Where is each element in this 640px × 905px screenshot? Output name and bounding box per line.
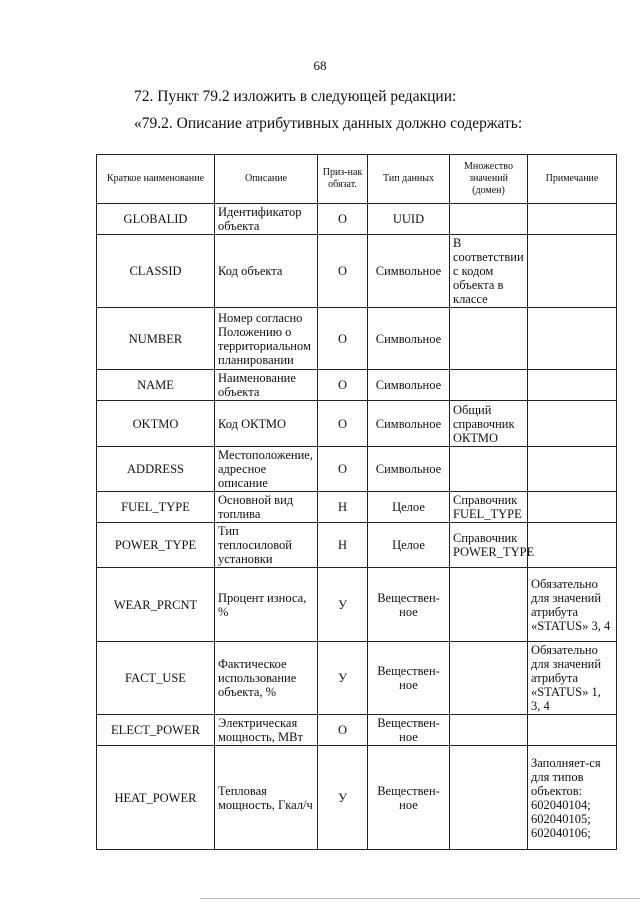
cell-note xyxy=(528,492,617,523)
cell-required: О xyxy=(318,235,368,308)
cell-description: Основной вид топлива xyxy=(215,492,318,523)
cell-name: WEAR_PRCNT xyxy=(97,568,215,642)
cell-note xyxy=(528,370,617,401)
cell-description: Номер согласно Положению о территориальном планировании xyxy=(215,308,318,370)
cell-domain xyxy=(450,568,528,642)
attributes-table xyxy=(96,154,617,850)
cell-required: У xyxy=(318,568,368,642)
cell-name: NAME xyxy=(97,370,215,401)
cell-domain xyxy=(450,746,528,850)
cell-required: О xyxy=(318,401,368,447)
cell-note xyxy=(528,715,617,746)
table-row xyxy=(97,568,617,642)
cell-name: FUEL_TYPE xyxy=(97,492,215,523)
cell-type: Целое xyxy=(368,523,450,568)
header-description: Описание xyxy=(215,155,318,204)
cell-type: Веществен-ное xyxy=(368,568,450,642)
table-row xyxy=(97,401,617,447)
cell-required: О xyxy=(318,308,368,370)
cell-type: UUID xyxy=(368,204,450,235)
cell-required: О xyxy=(318,204,368,235)
cell-type: Целое xyxy=(368,492,450,523)
cell-required: У xyxy=(318,642,368,715)
cell-domain: В соответствии с кодом объекта в классе xyxy=(450,235,528,308)
cell-description: Код объекта xyxy=(215,235,318,308)
cell-domain xyxy=(450,370,528,401)
cell-required: О xyxy=(318,715,368,746)
cell-type: Символьное xyxy=(368,401,450,447)
cell-description: Электрическая мощность, МВт xyxy=(215,715,318,746)
section-heading: «79.2. Описание атрибутивных данных должно содержать: xyxy=(134,115,523,132)
amendment-heading: 72. Пункт 79.2 изложить в следующей редакции: xyxy=(134,88,457,105)
cell-domain xyxy=(450,308,528,370)
cell-note xyxy=(528,308,617,370)
table-header-row xyxy=(97,155,617,204)
header-data-type: Тип данных xyxy=(368,155,450,204)
cell-note: Обязательно для значений атрибута «STATUS» 3, 4 xyxy=(528,568,617,642)
table-row xyxy=(97,447,617,492)
header-domain: Множество значений (домен) xyxy=(450,155,528,204)
cell-note xyxy=(528,401,617,447)
cell-type: Символьное xyxy=(368,447,450,492)
cell-description: Местоположение, адресное описание xyxy=(215,447,318,492)
cell-domain xyxy=(450,642,528,715)
cell-description: Наименование объекта xyxy=(215,370,318,401)
cell-name: ELECT_POWER xyxy=(97,715,215,746)
cell-type: Веществен-ное xyxy=(368,746,450,850)
cell-note xyxy=(528,235,617,308)
table-row xyxy=(97,492,617,523)
table-row xyxy=(97,746,617,850)
cell-description: Идентификатор объекта xyxy=(215,204,318,235)
table-row xyxy=(97,523,617,568)
table-row xyxy=(97,715,617,746)
cell-type: Символьное xyxy=(368,235,450,308)
cell-name: POWER_TYPE xyxy=(97,523,215,568)
page-number: 68 xyxy=(313,58,327,73)
cell-note xyxy=(528,204,617,235)
table-row xyxy=(97,642,617,715)
cell-name: GLOBALID xyxy=(97,204,215,235)
cell-domain xyxy=(450,447,528,492)
table-row xyxy=(97,235,617,308)
cell-type: Веществен-ное xyxy=(368,715,450,746)
table-row xyxy=(97,204,617,235)
cell-name: ADDRESS xyxy=(97,447,215,492)
cell-domain xyxy=(450,204,528,235)
cell-domain: Справочник POWER_TYPE xyxy=(450,523,528,568)
cell-required: О xyxy=(318,370,368,401)
cell-description: Код ОКТМО xyxy=(215,401,318,447)
cell-domain xyxy=(450,715,528,746)
cell-required: Н xyxy=(318,523,368,568)
cell-type: Символьное xyxy=(368,370,450,401)
cell-description: Процент износа, % xyxy=(215,568,318,642)
cell-description: Фактическое использование объекта, % xyxy=(215,642,318,715)
header-note: Примечание xyxy=(528,155,617,204)
cell-name: CLASSID xyxy=(97,235,215,308)
cell-required: У xyxy=(318,746,368,850)
cell-name: HEAT_POWER xyxy=(97,746,215,850)
table-row xyxy=(97,370,617,401)
cell-note: Обязательно для значений атрибута «STATUS» 1, 3, 4 xyxy=(528,642,617,715)
cell-note xyxy=(528,523,617,568)
cell-note xyxy=(528,447,617,492)
cell-required: О xyxy=(318,447,368,492)
cell-name: NUMBER xyxy=(97,308,215,370)
cell-name: OKTMO xyxy=(97,401,215,447)
header-short-name: Краткое наименование xyxy=(97,155,215,204)
scan-bottom-rule xyxy=(200,898,640,899)
cell-description: Тип теплосиловой установки xyxy=(215,523,318,568)
header-required: Приз-нак обязат. xyxy=(318,155,368,204)
cell-type: Веществен-ное xyxy=(368,642,450,715)
cell-domain: Справочник FUEL_TYPE xyxy=(450,492,528,523)
cell-description: Тепловая мощность, Гкал/ч xyxy=(215,746,318,850)
cell-domain: Общий справочник ОКТМО xyxy=(450,401,528,447)
table-row xyxy=(97,308,617,370)
cell-name: FACT_USE xyxy=(97,642,215,715)
cell-required: Н xyxy=(318,492,368,523)
cell-type: Символьное xyxy=(368,308,450,370)
cell-note: Заполняет-ся для типов объектов: 602040104; 602040105; 602040106; xyxy=(528,746,617,850)
